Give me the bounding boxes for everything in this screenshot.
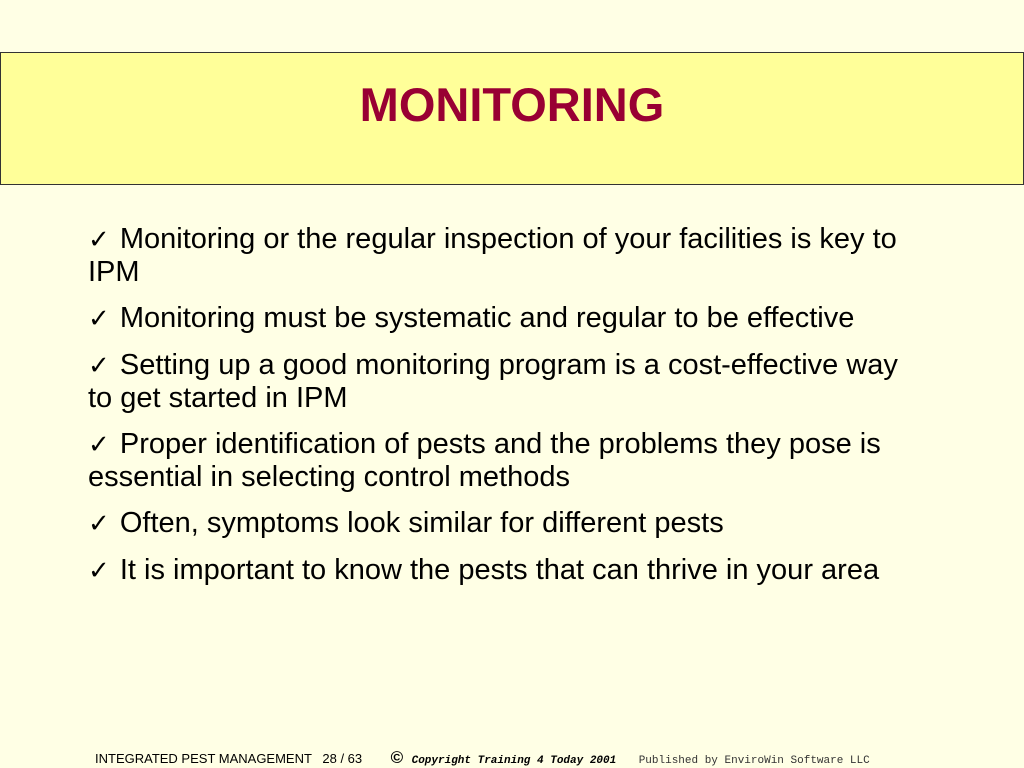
bullet-text: Setting up a good monitoring program is a cost-effective way to get started in IPM bbox=[88, 349, 898, 414]
bullet-item bbox=[88, 349, 918, 414]
bullet-item bbox=[88, 428, 918, 493]
slide-title: MONITORING bbox=[359, 78, 665, 131]
bullet-text: Often, symptoms look similar for different pests bbox=[119, 507, 724, 539]
bullet-item bbox=[88, 223, 918, 288]
course-title: INTEGRATED PEST MANAGEMENT bbox=[95, 751, 312, 766]
bullet-text: Proper identification of pests and the problems they pose is essential in selecting control methods bbox=[88, 428, 881, 493]
bullet-item bbox=[88, 507, 918, 540]
publisher-notice: Published by EnviroWin Software LLC bbox=[638, 755, 870, 767]
checkmark-icon: ✓ bbox=[88, 556, 110, 586]
bullet-list bbox=[88, 223, 918, 601]
checkmark-icon: ✓ bbox=[88, 225, 110, 255]
slide-footer bbox=[95, 748, 870, 767]
bullet-text: Monitoring or the regular inspection of your facilities is key to IPM bbox=[88, 223, 897, 288]
bullet-text: Monitoring must be systematic and regular to be effective bbox=[119, 302, 855, 334]
copyright-notice: Copyright Training 4 Today 2001 bbox=[411, 755, 617, 767]
title-banner bbox=[0, 52, 1024, 185]
bullet-item bbox=[88, 302, 918, 335]
bullet-text: It is important to know the pests that can thrive in your area bbox=[119, 554, 880, 586]
checkmark-icon: ✓ bbox=[88, 351, 110, 381]
checkmark-icon: ✓ bbox=[88, 430, 110, 460]
copyright-icon: © bbox=[390, 748, 404, 767]
checkmark-icon: ✓ bbox=[88, 304, 110, 334]
page-counter: 28 / 63 bbox=[322, 751, 363, 766]
bullet-item bbox=[88, 554, 918, 587]
checkmark-icon: ✓ bbox=[88, 509, 110, 539]
